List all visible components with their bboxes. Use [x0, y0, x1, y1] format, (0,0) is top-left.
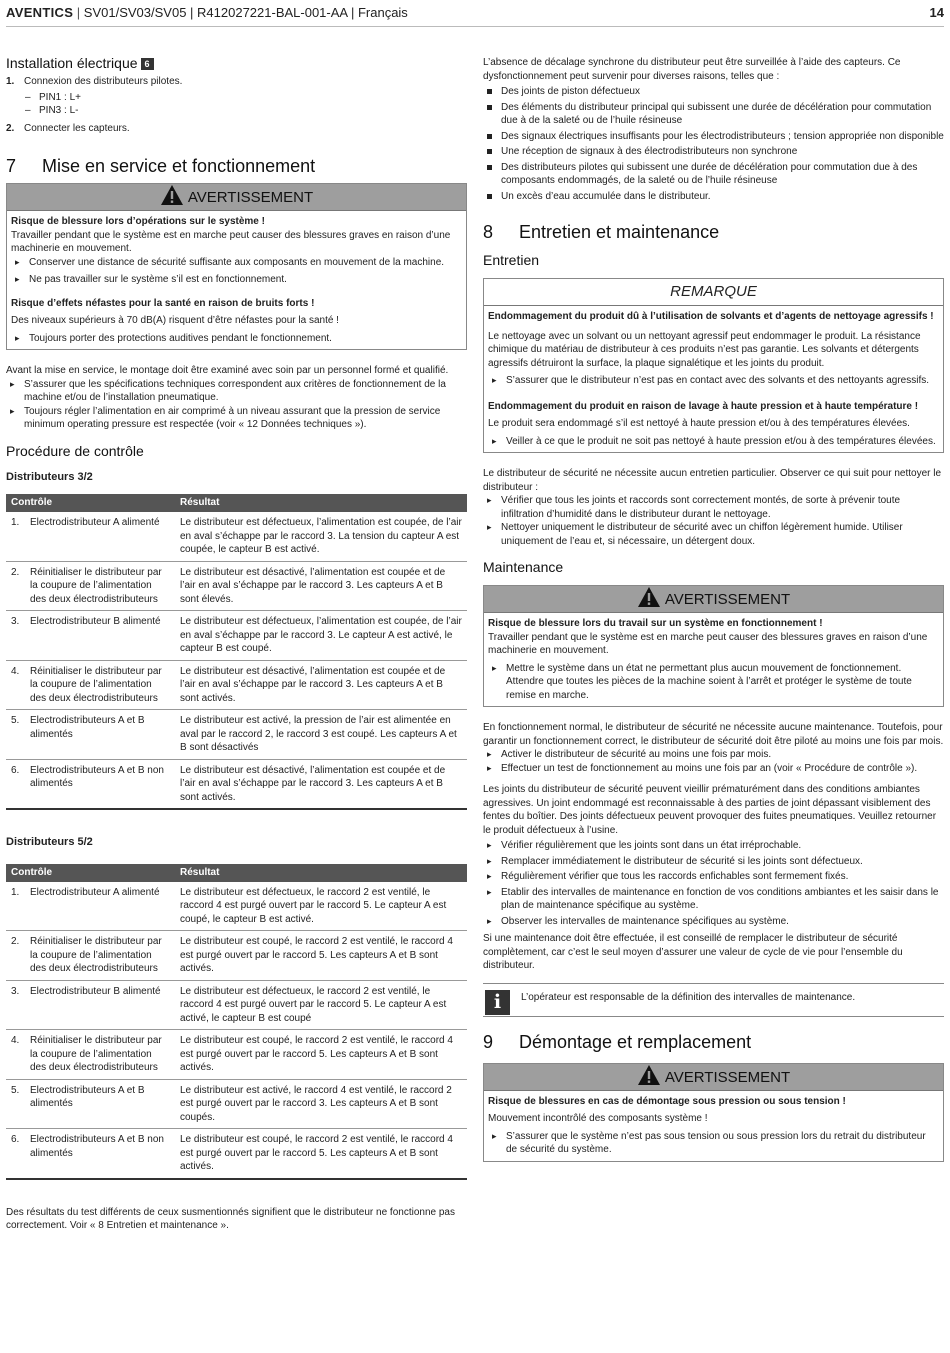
maintenance-text: Si une maintenance doit être effectuée, il est conseillé de remplacer le distributeur de sécurité complètement, car c’est le seul moyen d’assurer une valeur de cycle de vie pour l’ensemble du distributeur.	[483, 933, 903, 971]
maintenance-action: ▸ Effectuer un test de fonctionnement au moins une fois par an (voir « Procédure de contrôle »).	[483, 762, 944, 776]
control-text: Electrodistributeur B alimenté	[30, 985, 161, 997]
installation-heading: Installation électrique 6	[6, 54, 467, 72]
warning-triangle-icon	[160, 184, 184, 206]
step-number: 5.	[11, 715, 20, 726]
warning-risk-title: Risque de blessure lors d’opérations sur le système !	[11, 216, 265, 227]
remark-action: ▸ Veiller à ce que le produit ne soit pas nettoyé à haute pression et/ou à des températures élevées.	[488, 435, 939, 449]
step-number: 3.	[11, 985, 20, 997]
maintenance-text: Les joints du distributeur de sécurité peuvent vieillir prématurément dans des conditions ambiantes agressives. Un joint endommagé est reconnaissable à des parties de joint dépassant visiblement des fentes du boîtier. Des joints défectueux peuvent provoquer des fuites pneumatiques. Veuillez retourner le produit défectueux à l’usine.	[483, 784, 937, 836]
control-text: Electrodistributeur B alimenté	[30, 616, 161, 627]
maintenance-list	[483, 839, 944, 928]
installation-steps	[6, 75, 467, 89]
warning-action: ▸ Mettre le système dans un état ne permettant plus aucun mouvement de fonctionnement. Attendre que toutes les pièces de la machine soient à l’arrêt et protéger le système de toute remise en marche.	[488, 662, 939, 703]
right-column	[483, 56, 944, 1162]
cause-item: Une réception de signaux à des électrodistributeurs non synchrone	[483, 145, 944, 159]
warning-action: ▸ Toujours porter des protections auditives pendant le fonctionnement.	[11, 332, 462, 346]
maintenance-list-item: ▸ Régulièrement vérifier que tous les raccords enfichables sont fermement fixés.	[483, 870, 944, 884]
installation-step-2: 2. Connecter les capteurs.	[6, 122, 130, 134]
remark-text: Le nettoyage avec un solvant ou un nettoyant agressif peut endommager le produit. La résistance chimique du matériau de distributeur à ces produits n’est pas garantie. Les solvants et détergents agressifs détruiront la surface, la plaque signalétique et les joints du produit.	[488, 330, 921, 369]
step-number: 1.	[11, 886, 20, 898]
control-text: Electrodistributeurs A et B non alimentés	[30, 764, 164, 789]
step-number: 2.	[11, 936, 20, 947]
warning-action: ▸ Ne pas travailler sur le système s’il est en fonctionnement.	[11, 273, 462, 287]
table-row	[6, 1129, 467, 1179]
cause-item: Des éléments du distributeur principal qui subissent une durée de décélération pour commutation due à de la saleté ou de l’huile résineuse	[483, 101, 944, 128]
brand-name: AVENTICS	[6, 5, 74, 20]
cause-item: Un excès d’eau accumulée dans le distributeur.	[483, 190, 944, 204]
commissioning-intro: Avant la mise en service, le montage doit être examiné avec soin par un personnel formé et qualifié.	[6, 365, 449, 376]
left-column	[6, 54, 467, 1233]
result-cell: Le distributeur est défectueux, l’alimentation est coupée, de l’air en aval s’échappe par le raccord 3. La tension du capteur A est coupée, le capteur B est activé.	[175, 512, 467, 561]
remark-box	[483, 278, 944, 453]
entretien-text: Le distributeur de sécurité ne nécessite aucun entretien particulier. Observer ce qui suit pour nettoyer le distributeur :	[483, 468, 942, 493]
control-cell	[6, 1129, 175, 1179]
test-result-note: Des résultats du test différents de ceux susmentionnés signifient que le distributeur ne fonctionne pas correctement. Voir « 8 Entretien et maintenance ».	[6, 1206, 455, 1231]
header-separator: |	[76, 5, 84, 20]
control-text: Réinitialiser le distributeur par la coupure de l’alimentation des deux électrodistributeurs	[30, 566, 162, 605]
warning-triangle-icon	[637, 586, 661, 608]
control-cell	[6, 882, 175, 931]
step-number: 6.	[11, 764, 20, 776]
control-text: Electrodistributeur A alimenté	[30, 517, 160, 528]
table-row	[6, 759, 467, 809]
table-row	[6, 882, 467, 931]
info-note	[483, 983, 944, 1017]
remark-risk-title: Endommagement du produit en raison de lavage à haute pression et à haute température !	[488, 400, 919, 412]
step-number: 4.	[11, 665, 20, 677]
column-header-control: Contrôle	[6, 864, 175, 882]
result-cell: Le distributeur est coupé, le raccord 2 est ventilé, le raccord 4 est purgé ouvert par le raccord 5. Les capteurs A et B sont activés.	[175, 1030, 467, 1080]
table-row	[6, 980, 467, 1030]
step-number: 5.	[11, 1084, 20, 1096]
pin1-item: – PIN1 : L+	[6, 91, 467, 105]
remark-risk-title: Endommagement du produit dû à l’utilisation de solvants et d’agents de nettoyage agressifs !	[488, 311, 934, 322]
figure-badge: 6	[141, 58, 154, 70]
result-cell: Le distributeur est défectueux, l’alimentation est coupée, de l’air en aval s’échappe par le raccord 3. Le capteur A est activé, le capteur B est coupé.	[175, 611, 467, 661]
warning-risk-title: Risque de blessure lors du travail sur un système en fonctionnement !	[488, 618, 823, 629]
step-number: 4.	[11, 1035, 20, 1046]
control-cell	[6, 1079, 175, 1129]
warning-box-maintenance	[483, 585, 944, 707]
table-3-2	[6, 494, 467, 810]
warning-text: Des niveaux supérieurs à 70 dB(A) risquent d’être néfastes pour la santé !	[11, 315, 339, 326]
control-cell	[6, 1030, 175, 1080]
table-row	[6, 1030, 467, 1080]
warning-triangle-icon	[637, 1064, 661, 1086]
commissioning-action: ▸ Toujours régler l’alimentation en air comprimé à un niveau assurant que la pression de service minimum operating pressure est respectée (voir « 12 Données techniques »).	[6, 405, 467, 432]
control-text: Electrodistributeurs A et B non alimentés	[30, 1134, 164, 1159]
result-cell: Le distributeur est activé, le raccord 4 est ventilé, le raccord 2 est purgé ouvert par le raccord 3. Les capteurs A et B sont coupés.	[175, 1079, 467, 1129]
result-cell: Le distributeur est coupé, le raccord 2 est ventilé, le raccord 4 est purgé ouvert par le raccord 5. Les capteurs A et B sont activés.	[175, 1129, 467, 1179]
cause-item: Des signaux électriques insuffisants pour les électrodistributeurs ; tension appropriée non disponible	[483, 130, 944, 144]
control-cell	[6, 710, 175, 760]
control-cell	[6, 931, 175, 981]
table-row	[6, 1079, 467, 1129]
sensor-monitoring-intro: L’absence de décalage synchrone du distributeur peut être surveillée à l’aide des capteurs. Ce dysfonctionnement peut survenir pour diverses raisons, telles que :	[483, 57, 901, 82]
control-cell	[6, 561, 175, 611]
result-cell: Le distributeur est défectueux, le raccord 2 est ventilé, le raccord 4 est purgé ouvert par le raccord 5. Le capteur A est activé, le capteur B est coupé	[175, 980, 467, 1030]
info-text: L’opérateur est responsable de la définition des intervalles de maintenance.	[521, 991, 856, 1003]
control-text: Réinitialiser le distributeur par la coupure de l’alimentation des deux électrodistributeurs	[30, 936, 162, 974]
control-text: Réinitialiser le distributeur par la coupure de l’alimentation des deux électrodistributeurs	[30, 665, 162, 704]
pin3-item: – PIN3 : L-	[6, 104, 467, 118]
installation-step-1: 1. Connexion des distributeurs pilotes.	[6, 76, 183, 87]
section-8-heading: 8 Entretien et maintenance	[483, 222, 720, 242]
column-header-control: Contrôle	[6, 494, 175, 512]
warning-header: AVERTISSEMENT	[7, 184, 466, 211]
control-cell	[6, 611, 175, 661]
control-cell	[6, 512, 175, 561]
warning-text: Mouvement incontrôlé des composants système !	[488, 1113, 708, 1124]
info-icon: i	[485, 990, 510, 1015]
table-row	[6, 561, 467, 611]
table-5-2-title: Distributeurs 5/2	[6, 836, 93, 848]
remark-action: ▸ S’assurer que le distributeur n’est pas en contact avec des solvants et des nettoyants agressifs.	[488, 374, 939, 388]
control-cell	[6, 980, 175, 1030]
maintenance-list-item: ▸ Vérifier régulièrement que les joints sont dans un état irréprochable.	[483, 839, 944, 853]
section-9-heading: 9 Démontage et remplacement	[483, 1031, 752, 1052]
warning-box-operation	[6, 183, 467, 350]
warning-header: AVERTISSEMENT	[484, 586, 943, 613]
control-text: Electrodistributeurs A et B alimentés	[30, 715, 145, 740]
result-cell: Le distributeur est désactivé, l’alimentation est coupée et de l’air en aval s’échappe par le raccord 3. Les capteurs A et B sont activés.	[175, 759, 467, 809]
maintenance-text: En fonctionnement normal, le distributeur de sécurité ne nécessite aucune maintenance. Toutefois, pour garantir un fonctionnement correct, le distributeur de sécurité doit être piloté au moins une fois par mois.	[483, 722, 944, 747]
step-number: 6.	[11, 1134, 20, 1145]
remark-header: REMARQUE	[484, 279, 943, 306]
result-cell: Le distributeur est défectueux, le raccord 2 est ventilé, le raccord 4 est purgé ouvert par le raccord 5. Le capteur A est coupé, le capteur B est activé.	[175, 882, 467, 931]
warning-risk-title: Risque de blessures en cas de démontage sous pression ou sous tension !	[488, 1095, 846, 1107]
page-number: 14	[929, 5, 944, 20]
table-3-2-title: Distributeurs 3/2	[6, 470, 93, 483]
control-text: Réinitialiser le distributeur par la coupure de l’alimentation des deux électrodistributeurs	[30, 1035, 162, 1073]
maintenance-heading: Maintenance	[483, 559, 564, 575]
cause-item: Des distributeurs pilotes qui subissent une durée de décélération pour commutation due à des composants endommagés, de la saleté ou de l’huile résineuse	[483, 161, 944, 188]
control-cell	[6, 660, 175, 710]
table-5-2	[6, 864, 467, 1180]
warning-risk-title: Risque d’effets néfastes pour la santé en raison de bruits forts !	[11, 297, 315, 309]
warning-text: Travailler pendant que le système est en marche peut causer des blessures graves en raison d’une machinerie en mouvement.	[11, 229, 451, 254]
warning-box-disassembly	[483, 1063, 944, 1162]
cause-item: Des joints de piston défectueux	[483, 85, 944, 99]
warning-action: ▸ S’assurer que le système n’est pas sous tension ou sous pression lors du retrait du distributeur de sécurité du système.	[488, 1130, 939, 1157]
step-number: 1.	[11, 517, 20, 528]
maintenance-action: ▸ Activer le distributeur de sécurité au moins une fois par mois.	[483, 748, 944, 762]
maintenance-list-item: ▸ Remplacer immédiatement le distributeur de sécurité si les joints sont défectueux.	[483, 855, 944, 869]
entretien-heading: Entretien	[483, 252, 540, 268]
warning-header: AVERTISSEMENT	[484, 1064, 943, 1091]
result-cell: Le distributeur est désactivé, l’alimentation est coupée et de l’air en aval s’échappe par le raccord 3. Les capteurs A et B sont activés.	[175, 660, 467, 710]
column-header-result: Résultat	[175, 494, 467, 512]
page-header	[6, 6, 944, 27]
table-row	[6, 611, 467, 661]
table-row	[6, 931, 467, 981]
result-cell: Le distributeur est désactivé, l’alimentation est coupée et de l’air en aval s’échappe par le raccord 3. Les capteurs A et B sont élevés.	[175, 561, 467, 611]
entretien-action: ▸ Nettoyer uniquement le distributeur de sécurité avec un chiffon légèrement humide. Utiliser uniquement de l’eau et, si nécessaire, un détergent doux.	[483, 521, 944, 548]
control-procedure-heading: Procédure de contrôle	[6, 442, 144, 459]
table-row	[6, 710, 467, 760]
maintenance-list-item: ▸ Observer les intervalles de maintenance spécifiques au système.	[483, 915, 944, 929]
warning-action: ▸ Conserver une distance de sécurité suffisante aux composants en mouvement de la machine.	[11, 256, 462, 270]
document-reference: SV01/SV03/SV05 | R412027221-BAL-001-AA | Français	[83, 5, 408, 20]
commissioning-action: ▸ S’assurer que les spécifications techniques correspondent aux critères de fonctionnement de la machine et/ou de l’installation pneumatique.	[6, 378, 467, 405]
cause-list	[483, 85, 944, 203]
step-number: 2.	[11, 566, 20, 578]
control-text: Electrodistributeurs A et B alimentés	[30, 1084, 145, 1109]
section-7-heading: 7 Mise en service et fonctionnement	[6, 156, 316, 176]
warning-text: Travailler pendant que le système est en marche peut causer des blessures graves en raison d’une machinerie en mouvement.	[488, 631, 928, 656]
maintenance-list-item: ▸ Etablir des intervalles de maintenance en fonction de vos conditions ambiantes et les saisir dans le plan de maintenance spécifique au système.	[483, 886, 944, 913]
table-row	[6, 660, 467, 710]
control-cell	[6, 759, 175, 809]
step-number: 3.	[11, 616, 20, 627]
result-cell: Le distributeur est coupé, le raccord 2 est ventilé, le raccord 4 est purgé ouvert par le raccord 5. Les capteurs A et B sont activés.	[175, 931, 467, 981]
table-row	[6, 512, 467, 561]
result-cell: Le distributeur est activé, la pression de l’air est alimentée en aval par le raccord 2, le raccord 3 est coupé. Les capteurs A et B sont désactivés	[175, 710, 467, 760]
column-header-result: Résultat	[175, 864, 467, 882]
entretien-action: ▸ Vérifier que tous les joints et raccords sont correctement montés, de sorte à prévenir toute infiltration d’humidité dans le distributeur durant le nettoyage.	[483, 494, 944, 521]
remark-text: Le produit sera endommagé s’il est nettoyé à haute pression et/ou à des températures élevées.	[488, 418, 910, 429]
control-text: Electrodistributeur A alimenté	[30, 886, 160, 898]
